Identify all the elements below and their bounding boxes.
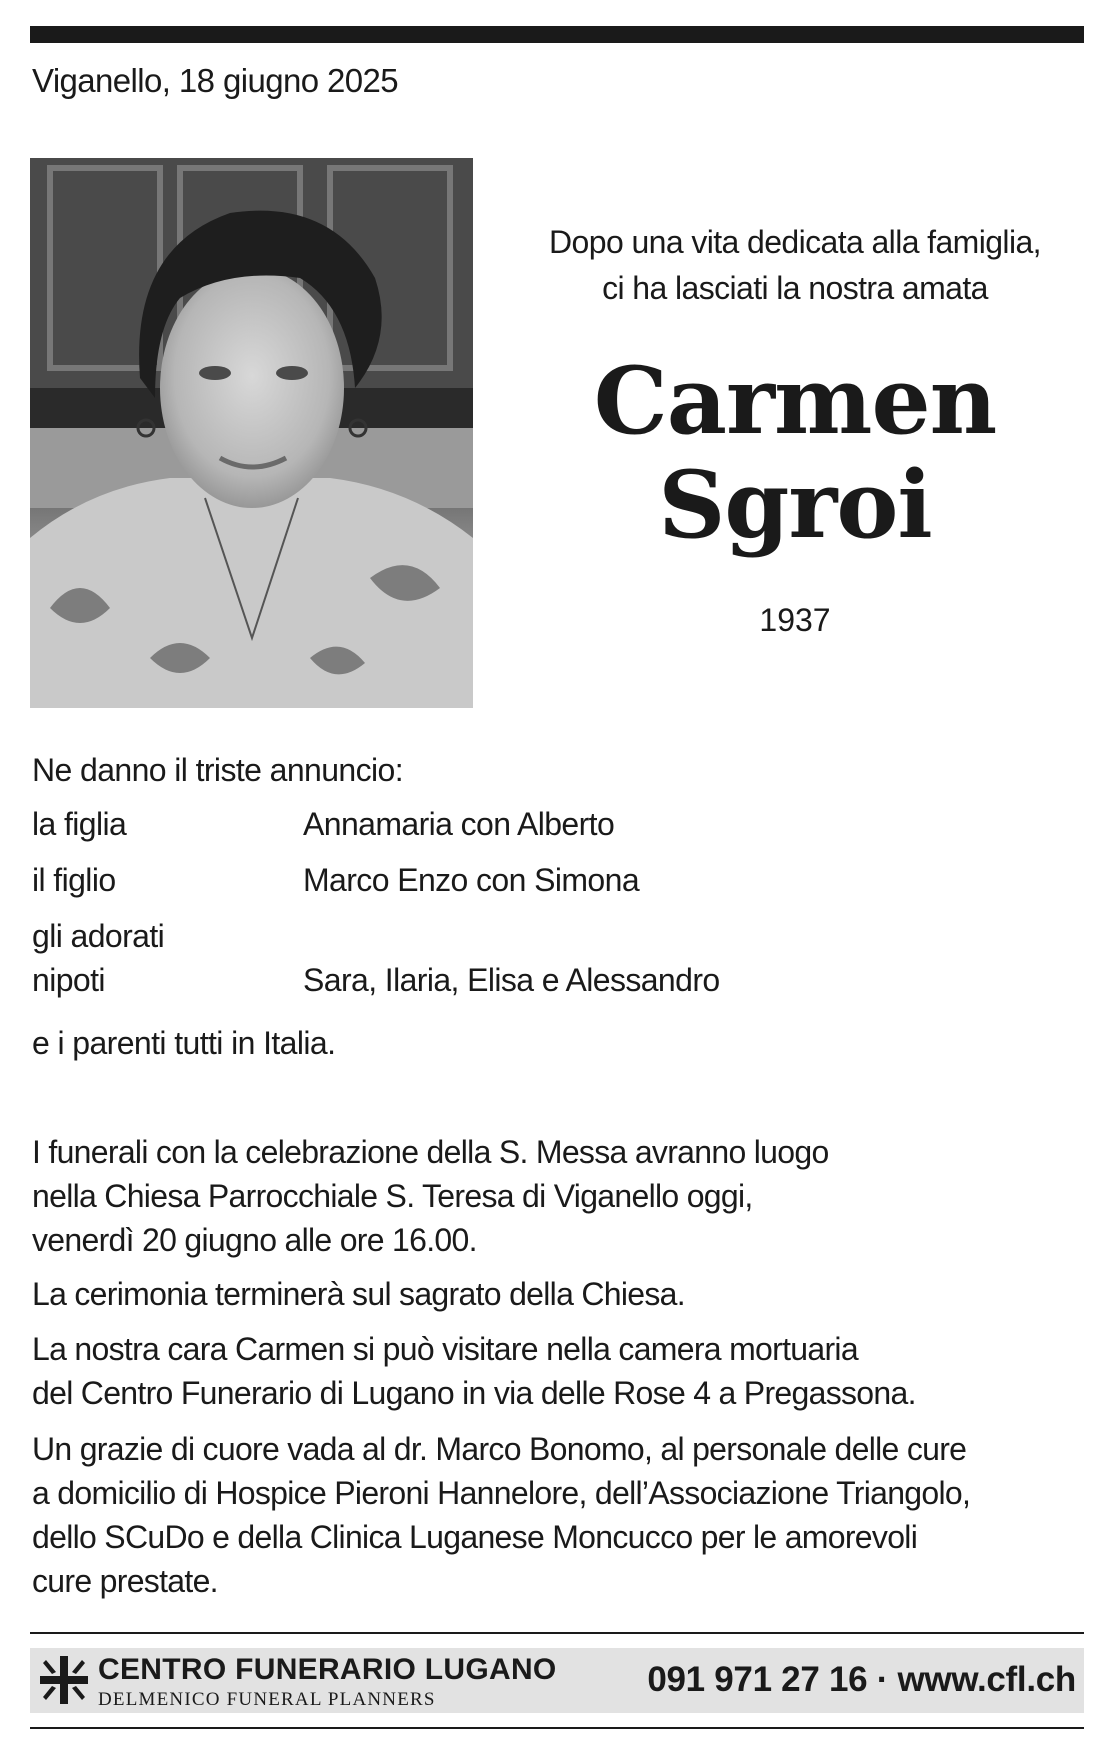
footer-company-name: CENTRO FUNERARIO LUGANO <box>98 1653 557 1686</box>
deceased-first-name: Carmen <box>593 346 997 455</box>
deceased-last-name: Sgroi <box>658 450 932 559</box>
family-closing: e i parenti tutti in Italia. <box>32 1025 336 1061</box>
footer-top-rule <box>30 1632 1084 1634</box>
place-date: Viganello, 18 giugno 2025 <box>32 62 399 99</box>
footer-contact: 091 971 27 16 · www.cfl.ch <box>647 1660 1076 1699</box>
ceremony-paragraph <box>32 1272 1084 1316</box>
paragraph-line: La cerimonia terminerà sul sagrato della Chiesa. <box>32 1276 685 1312</box>
thanks-paragraph <box>32 1427 1084 1603</box>
family-relation: nipoti <box>32 962 105 998</box>
footer-subtitle: DELMENICO FUNERAL PLANNERS <box>98 1689 436 1710</box>
family-names: Annamaria con Alberto <box>303 806 615 842</box>
portrait-photo <box>30 158 473 708</box>
family-names: Marco Enzo con Simona <box>303 862 640 898</box>
paragraph-line: Un grazie di cuore vada al dr. Marco Bonomo, al personale delle cure <box>32 1431 967 1467</box>
paragraph-line: dello SCuDo e della Clinica Luganese Moncucco per le amorevoli <box>32 1519 918 1555</box>
funeral-paragraph <box>32 1130 1084 1262</box>
paragraph-line: venerdì 20 giugno alle ore 16.00. <box>32 1222 477 1258</box>
family-relation: gli adorati <box>32 918 165 954</box>
intro-line: Dopo una vita dedicata alla famiglia, <box>549 224 1041 260</box>
cross-sunburst-icon <box>38 1654 90 1706</box>
paragraph-line: a domicilio di Hospice Pieroni Hannelore, dell’Associazione Triangolo, <box>32 1475 971 1511</box>
intro-text <box>500 219 1090 311</box>
family-relation: il figlio <box>32 862 116 898</box>
paragraph-line: del Centro Funerario di Lugano in via delle Rose 4 a Pregassona. <box>32 1375 916 1411</box>
top-rule <box>30 26 1084 43</box>
family-relation: la figlia <box>32 806 127 842</box>
paragraph-line: nella Chiesa Parrocchiale S. Teresa di Viganello oggi, <box>32 1178 753 1214</box>
paragraph-line: cure prestate. <box>32 1563 218 1599</box>
visitation-paragraph <box>32 1327 1084 1415</box>
intro-line: ci ha lasciati la nostra amata <box>602 270 988 306</box>
paragraph-line: I funerali con la celebrazione della S. Messa avranno luogo <box>32 1134 829 1170</box>
paragraph-line: La nostra cara Carmen si può visitare nella camera mortuaria <box>32 1331 858 1367</box>
birth-year: 1937 <box>759 602 831 638</box>
family-names: Sara, Ilaria, Elisa e Alessandro <box>303 962 720 998</box>
footer-bottom-rule <box>30 1727 1084 1729</box>
announcement-heading: Ne danno il triste annuncio: <box>32 752 403 788</box>
